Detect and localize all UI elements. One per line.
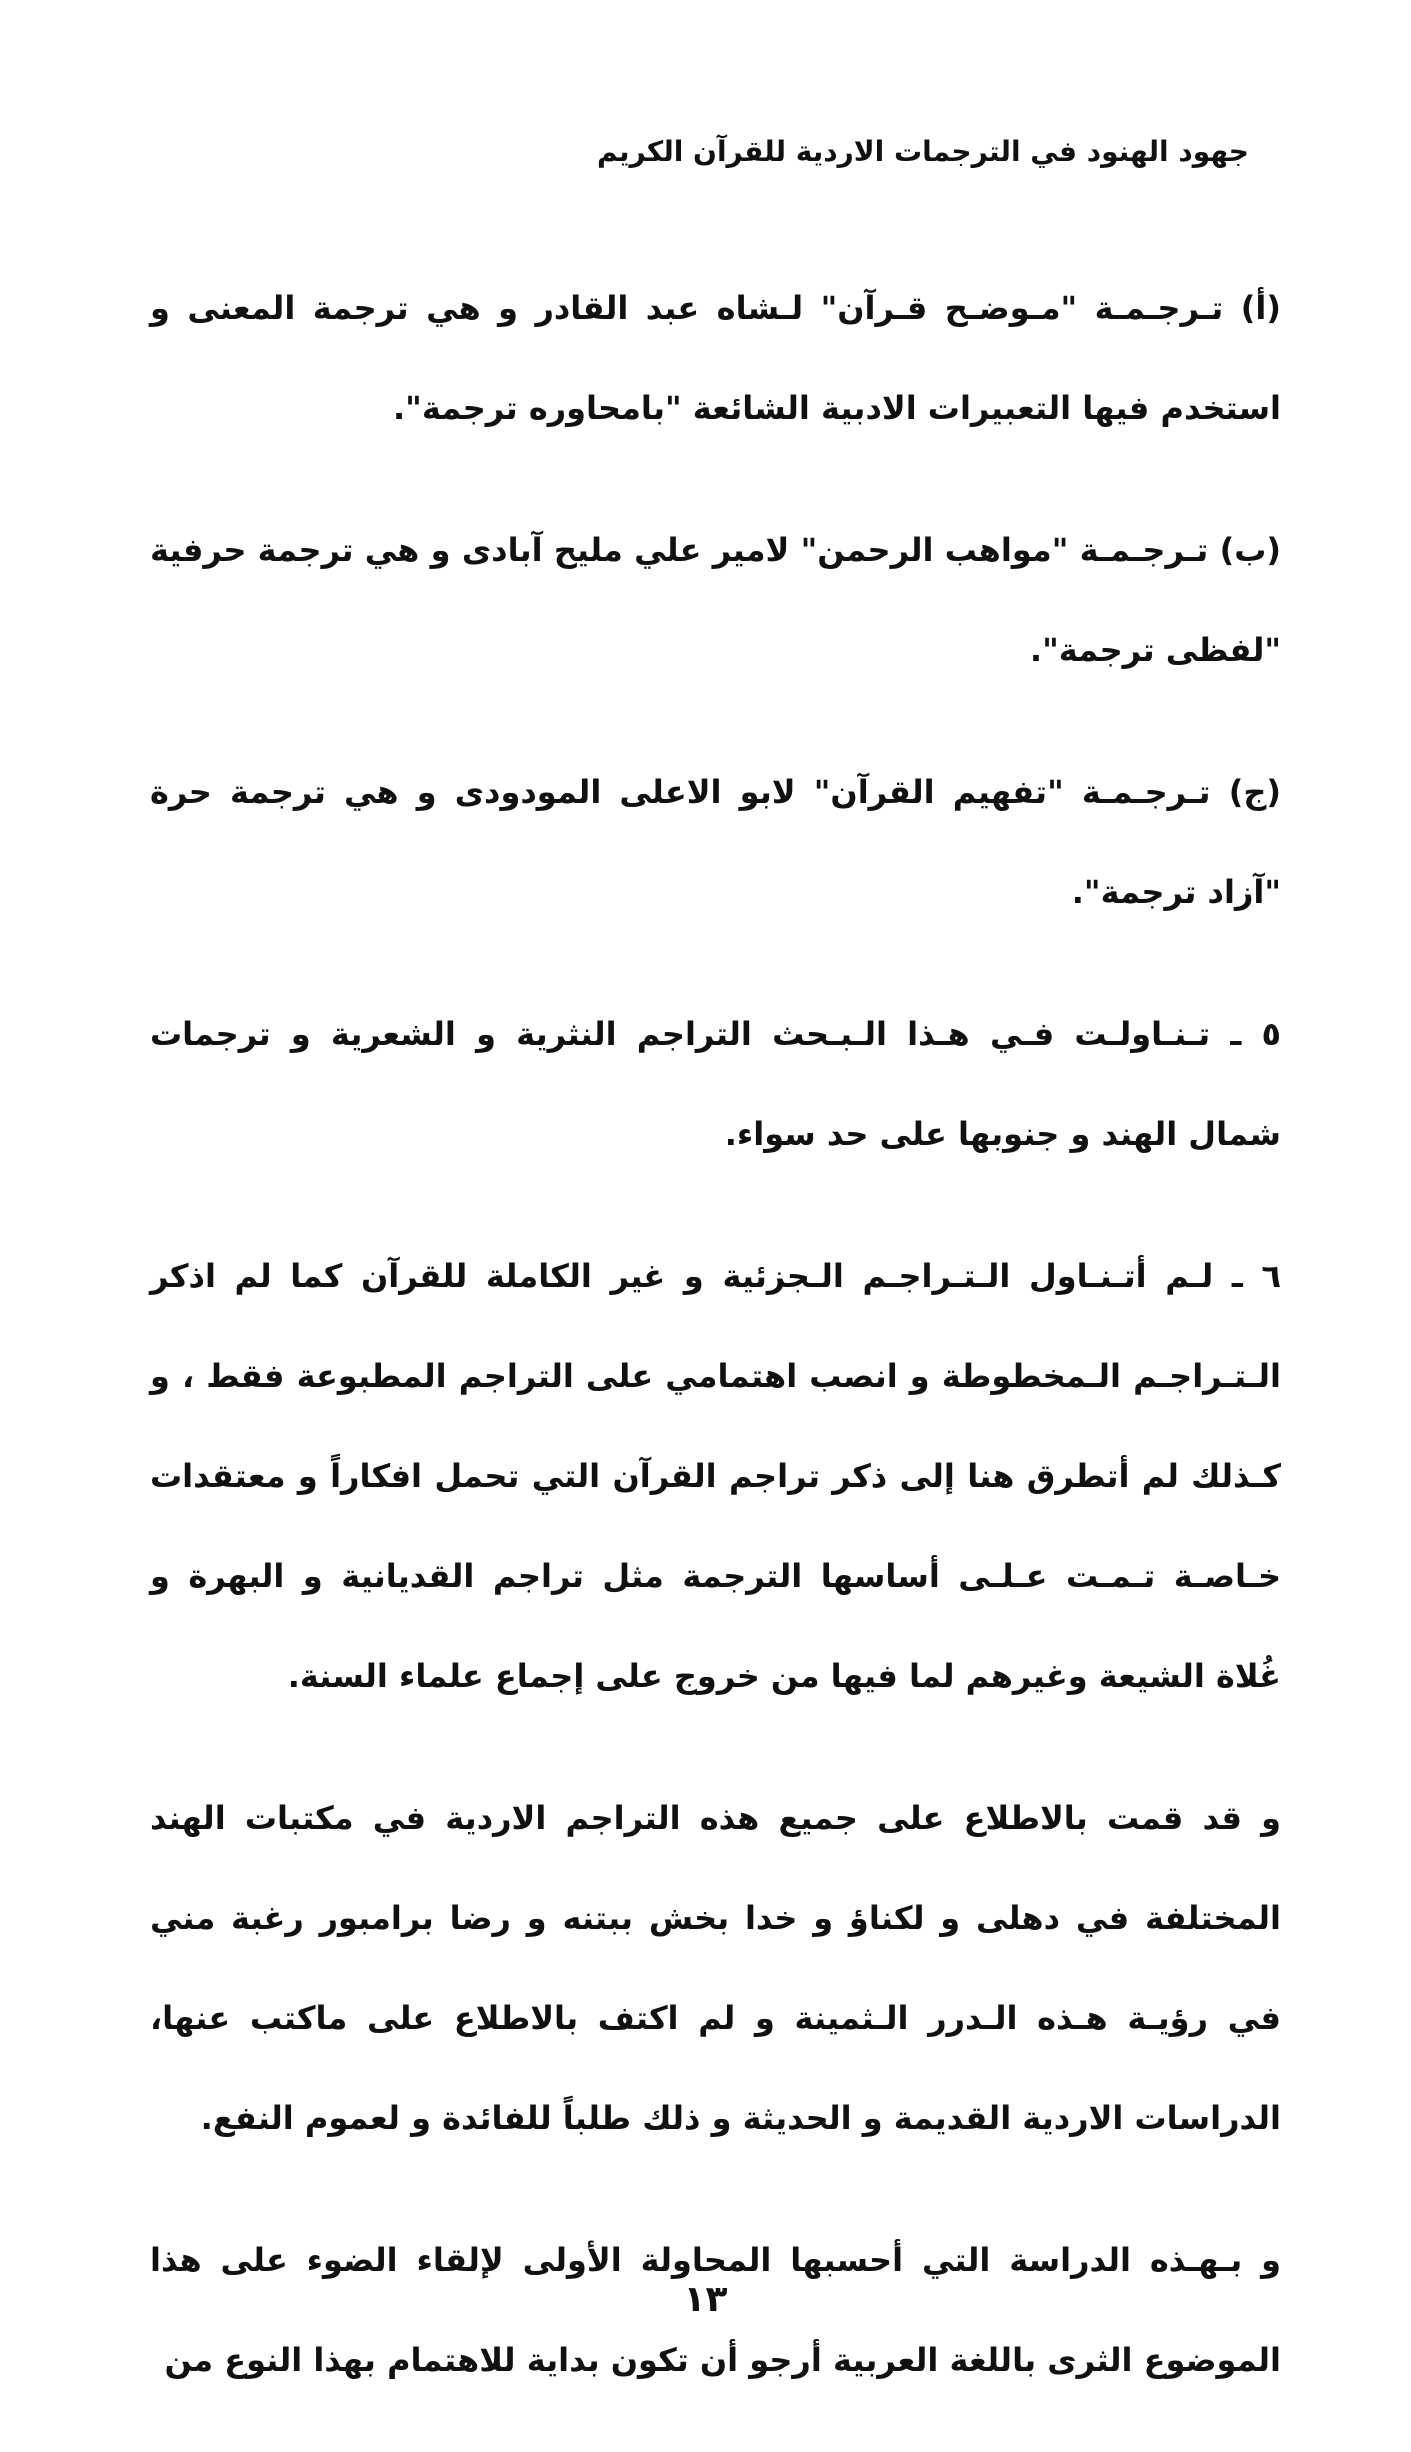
page-body (150, 258, 1281, 2452)
page-number: ١٣ (683, 2279, 728, 2320)
paragraph-point-6: ٦ ـ لـم أتـنـاول الـتـراجـم الـجزئية و غير الكاملة للقرآن كما لم اذكر الـتـراجـم الـمخطوطة و انصب اهتمامي على التراجم المطبوعة فقط ، و كـذلك لم أتطرق هنا إلى ذكر تراجم القرآن التي تحمل افكاراً و معتقدات خـاصـة تـمـت عـلـى أساسها الترجمة مثل تراجم القديانية و البهرة و غُلاة الشيعة وغيرهم لما فيها من خروج على إجماع علماء السنة. (150, 1257, 1281, 1695)
paragraph-study-purpose: و بـهـذه الدراسة التي أحسبها المحاولة الأولى لإلقاء الضوء على هذا الموضوع الثرى باللغة العربية أرجو أن تكون بداية للاهتمام بهذا النوع من (150, 2241, 1281, 2379)
paragraph-translation-a: (أ) تـرجـمـة "مـوضـح قـرآن" لـشاه عبد القادر و هي ترجمة المعنى و استخدم فيها التعبيرات الادبية الشائعة "بامحاوره ترجمة". (150, 289, 1281, 427)
paragraph-research-libraries: و قد قمت بالاطلاع على جميع هذه التراجم الاردية في مكتبات الهند المختلفة في دهلى و لكناؤ و خدا بخش ببتنه و رضا برامبور رغبة مني في رؤيـة هـذه الـدرر الـثمينة و لم اكتف بالاطلاع على ماكتب عنها، الدراسات الاردية القديمة و الحديثة و ذلك طلباً للفائدة و لعموم النفع. (150, 1799, 1281, 2137)
paragraph-translation-c: (ج) تـرجـمـة "تفهيم القرآن" لابو الاعلى المودودى و هي ترجمة حرة "آزاد ترجمة". (150, 773, 1281, 911)
paragraph-translation-b: (ب) تـرجـمـة "مواهب الرحمن" لامير علي مليح آبادى و هي ترجمة حرفية "لفظى ترجمة". (150, 531, 1281, 669)
paragraph-point-5: ٥ ـ تـنـاولـت فـي هـذا الـبـحث التراجم النثرية و الشعرية و ترجمات شمال الهند و جنوبها على حد سواء. (150, 1015, 1281, 1153)
running-header: جهود الهنود في الترجمات الاردية للقرآن الكريم (597, 135, 1249, 168)
